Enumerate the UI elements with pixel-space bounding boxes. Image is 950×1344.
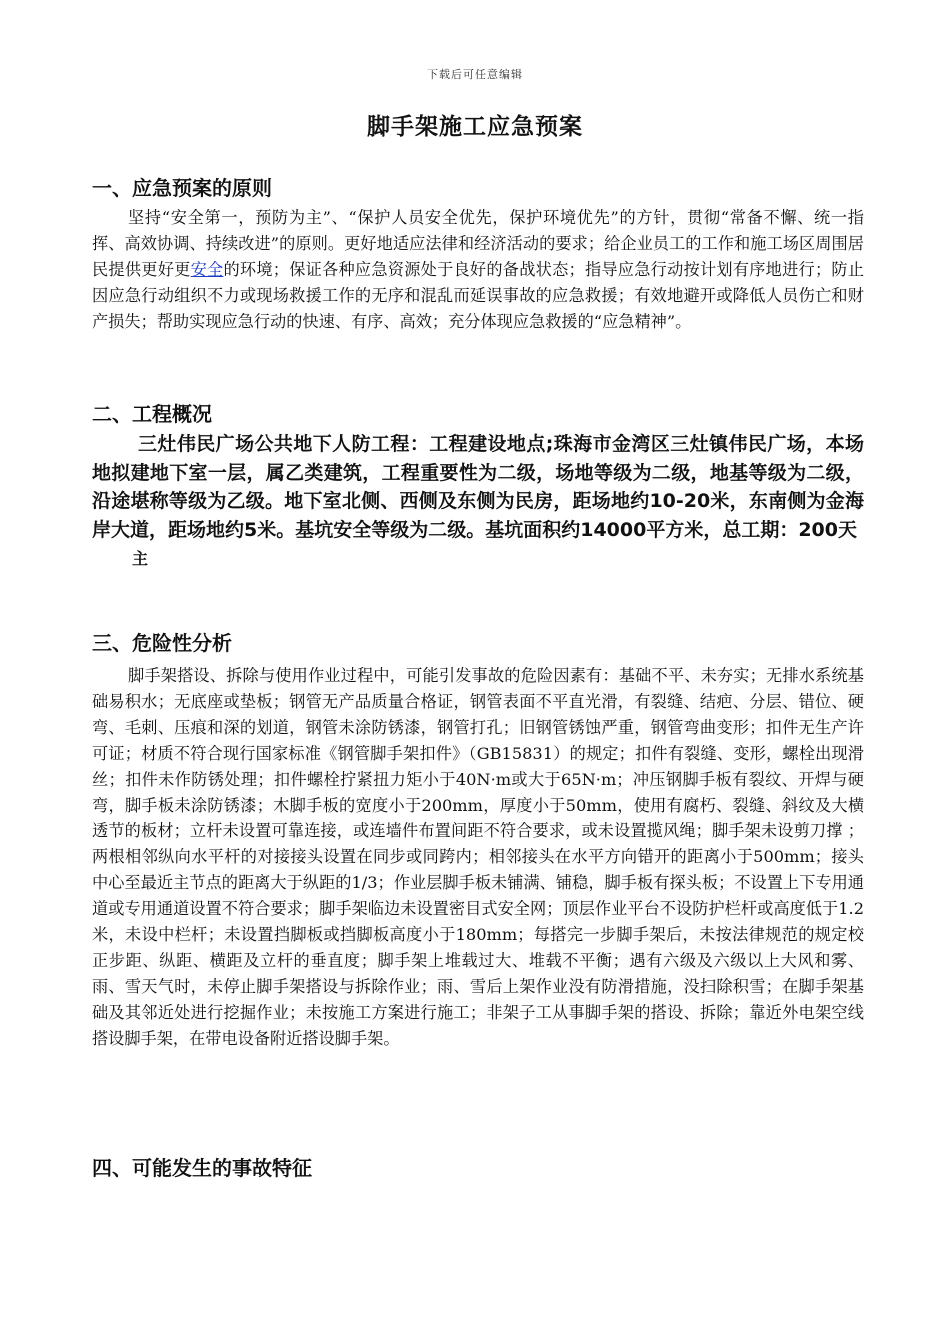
section-body-principles (92, 205, 864, 335)
body-text-part-1: 坚持“安全第一，预防为主”、“保护人员安全优先，保护环境优先”的方针，贯彻“常备不懈、统一指挥、高效协调、持续改进”的原则。更好地适应法律和经济活动的要求；给企业员工的工作和施工场区周围居民提供更好更 (92, 208, 864, 279)
section-heading-overview: 二、工程概况 (92, 402, 212, 426)
body-text-part-2: 的环境；保证各种应急资源处于良好的备战状态；指导应急行动按计划有序地进行；防止因应急行动组织不力或现场救援工作的无序和混乱而延误事故的应急救援；有效地避开或降低人员伤亡和财产损失；帮助实现应急行动的快速、有序、高效；充分体现应急救援的“应急精神”。 (92, 259, 865, 331)
section-heading-hazard: 三、危险性分析 (92, 631, 232, 655)
section-heading-principles: 一、应急预案的原则 (92, 176, 272, 200)
section-hazard-analysis (92, 629, 864, 1052)
section-body-hazard: 脚手架搭设、拆除与使用作业过程中，可能引发事故的危险因素有：基础不平、未夯实；无排水系统基础易积水；无底座或垫板；钢管无产品质量合格证，钢管表面不平直光滑，有裂缝、结疤、分层、错位、硬弯、毛刺、压痕和深的划道，钢管未涂防锈漆，钢管打孔；旧钢管锈蚀严重，钢管弯曲变形；扣件无生产许可证；材质不符合现行国家标准《钢管脚手架扣件》（GB15831）的规定；扣件有裂缝、变形，螺栓出现滑丝；扣件未作防锈处理；扣件螺栓拧紧扭力矩小于40N·m或大于65N·m；冲压钢脚手板有裂纹、开焊与硬弯，脚手板未涂防锈漆；木脚手板的宽度小于200mm，厚度小于50mm，使用有腐朽、裂缝、斜纹及大横透节的板材；立杆未设置可靠连接，或连墙件布置间距不符合要求，或未设置揽风绳；脚手架未设剪刀撑 ；两根相邻纵向水平杆的对接接头设置在同步或同跨内；相邻接头在水平方向错开的距离小于500mm；接头中心至最近主节点的距离大于纵距的1/3；作业层脚手板未铺满、铺稳，脚手板有探头板；不设置上下专用通道或专用通道设置不符合要求；脚手架临边未设置密目式安全网；顶层作业平台不设防护栏杆或高度低于1.2米，未设中栏杆；未设置挡脚板或挡脚板高度小于180mm；每搭完一步脚手架后，未按法律规范的规定校正步距、纵距、横距及立杆的垂直度；脚手架上堆载过大、堆载不平衡；遇有六级及六级以上大风和雾、雨、雪天气时，未停止脚手架搭设与拆除作业；雨、雪后上架作业没有防滑措施，没扫除积雪；在脚手架基础及其邻近处进行挖掘作业；未按施工方案进行施工；非架子工从事脚手架的搭设、拆除；靠近外电架空线搭设脚手架，在带电设备附近搭设脚手架。 (92, 666, 864, 1048)
header-note: 下载后可任意编辑 (427, 68, 523, 81)
section-accident-features (92, 1154, 864, 1182)
safety-link[interactable]: 安全 (190, 259, 224, 279)
section-heading-accident: 四、可能发生的事故特征 (92, 1156, 312, 1180)
section-body-overview: 三灶伟民广场公共地下人防工程：工程建设地点;珠海市金湾区三灶镇伟民广场，本场地拟建地下室一层，属乙类建筑，工程重要性为二级，场地等级为二级，地基等级为二级，沿途堪称等级为乙级。地下室北侧、西侧及东侧为民房，距场地约10-20米，东南侧为金海岸大道，距场地约5米。基坑安全等级为二级。基坑面积约14000平方米，总工期：200天 (92, 433, 864, 541)
orphan-character: 主 (132, 549, 149, 569)
section-overview (92, 400, 864, 572)
section-principles (92, 174, 864, 335)
document-title: 脚手架施工应急预案 (367, 114, 583, 140)
